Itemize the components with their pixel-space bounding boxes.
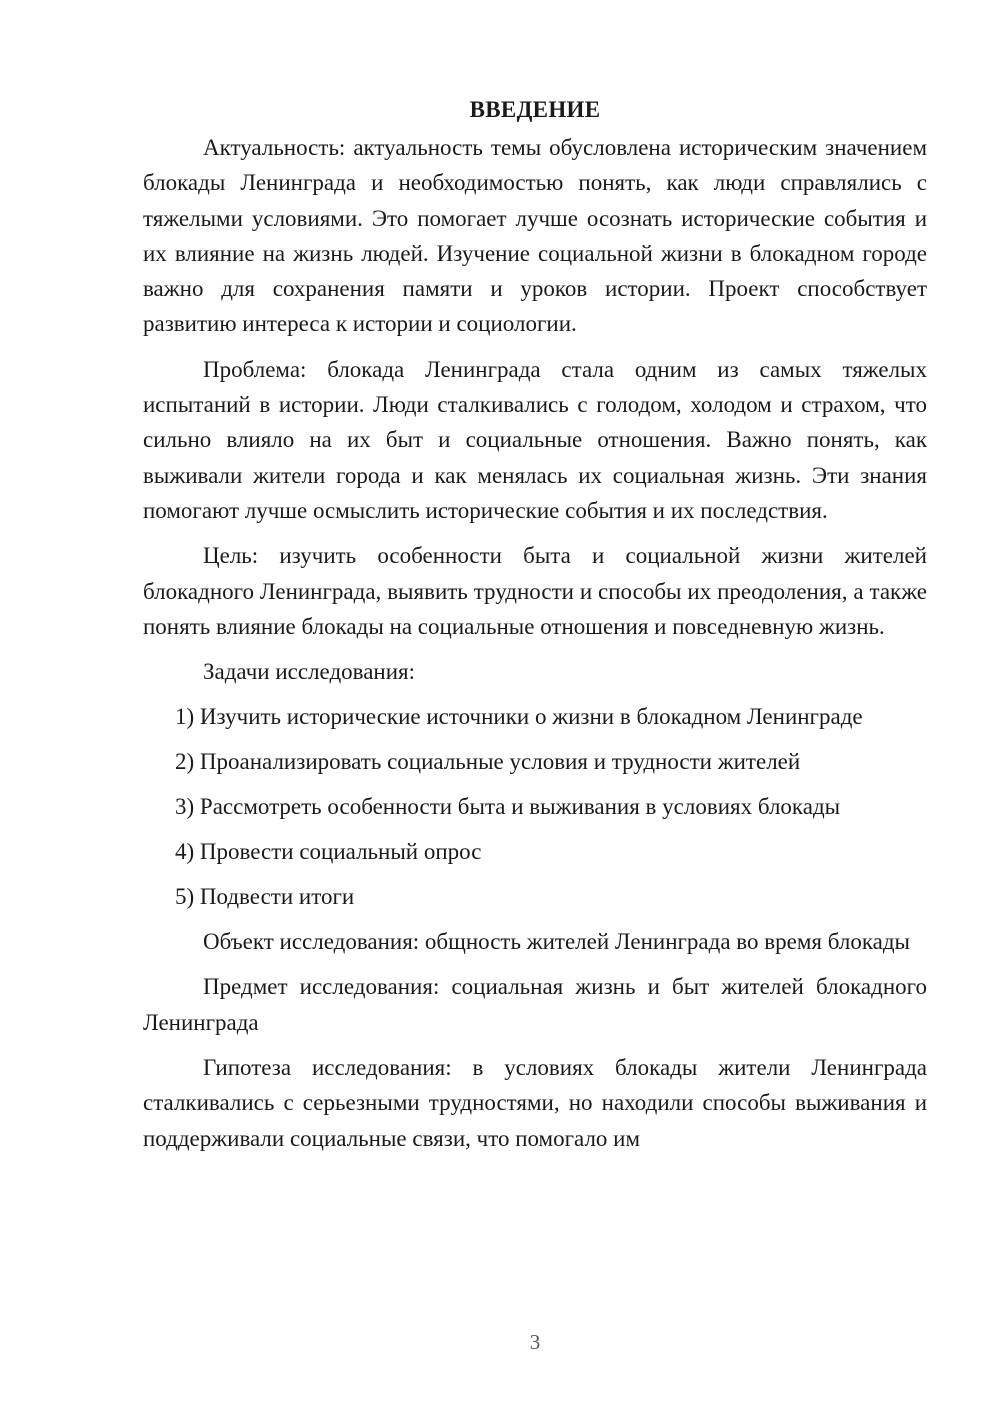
page-number: 3: [529, 1330, 541, 1354]
task-item: 5) Подвести итоги: [175, 884, 355, 910]
task-item: 4) Провести социальный опрос: [175, 839, 482, 865]
document-page: [143, 92, 927, 1166]
hypothesis-paragraph: Гипотеза исследования: в условиях блокады жители Ленинграда сталкивались с серьезными трудностями, но находили способы выживания и поддерживали социальные связи, что помогало им: [143, 1055, 927, 1151]
tasks-list: [143, 699, 927, 914]
subject-paragraph: Предмет исследования: социальная жизнь и быт жителей блокадного Ленинграда: [143, 974, 927, 1035]
relevance-paragraph: Актуальность: актуальность темы обусловлена историческим значением блокады Ленинграда и необходимостью понять, как люди справлялись с тяжелыми условиями. Это помогает лучше осознать исторические события и их влияние на жизнь людей. Изучение социальной жизни в блокадном городе важно для сохранения памяти и уроков истории. Проект способствует развитию интереса к истории и социологии.: [143, 135, 927, 337]
goal-paragraph: Цель: изучить особенности быта и социальной жизни жителей блокадного Ленинграда, выявить трудности и способы их преодоления, а также понять влияние блокады на социальные отношения и повседневную жизнь.: [143, 543, 927, 639]
tasks-heading: Задачи исследования:: [203, 659, 416, 685]
problem-paragraph: Проблема: блокада Ленинграда стала одним из самых тяжелых испытаний в истории. Люди сталкивались с голодом, холодом и страхом, что сильно влияло на их быт и социальные отношения. Важно понять, как выживали жители города и как менялась их социальная жизнь. Эти знания помогают лучше осмыслить исторические события и их последствия.: [143, 356, 927, 523]
object-paragraph: Объект исследования: общность жителей Ленинграда во время блокады: [203, 929, 911, 955]
task-item: 2) Проанализировать социальные условия и трудности жителей: [175, 749, 801, 775]
task-item: 1) Изучить исторические источники о жизни в блокадном Ленинграде: [175, 704, 863, 730]
task-item: 3) Рассмотреть особенности быта и выживания в условиях блокады: [175, 794, 841, 820]
section-title: ВВЕДЕНИЕ: [469, 97, 601, 122]
